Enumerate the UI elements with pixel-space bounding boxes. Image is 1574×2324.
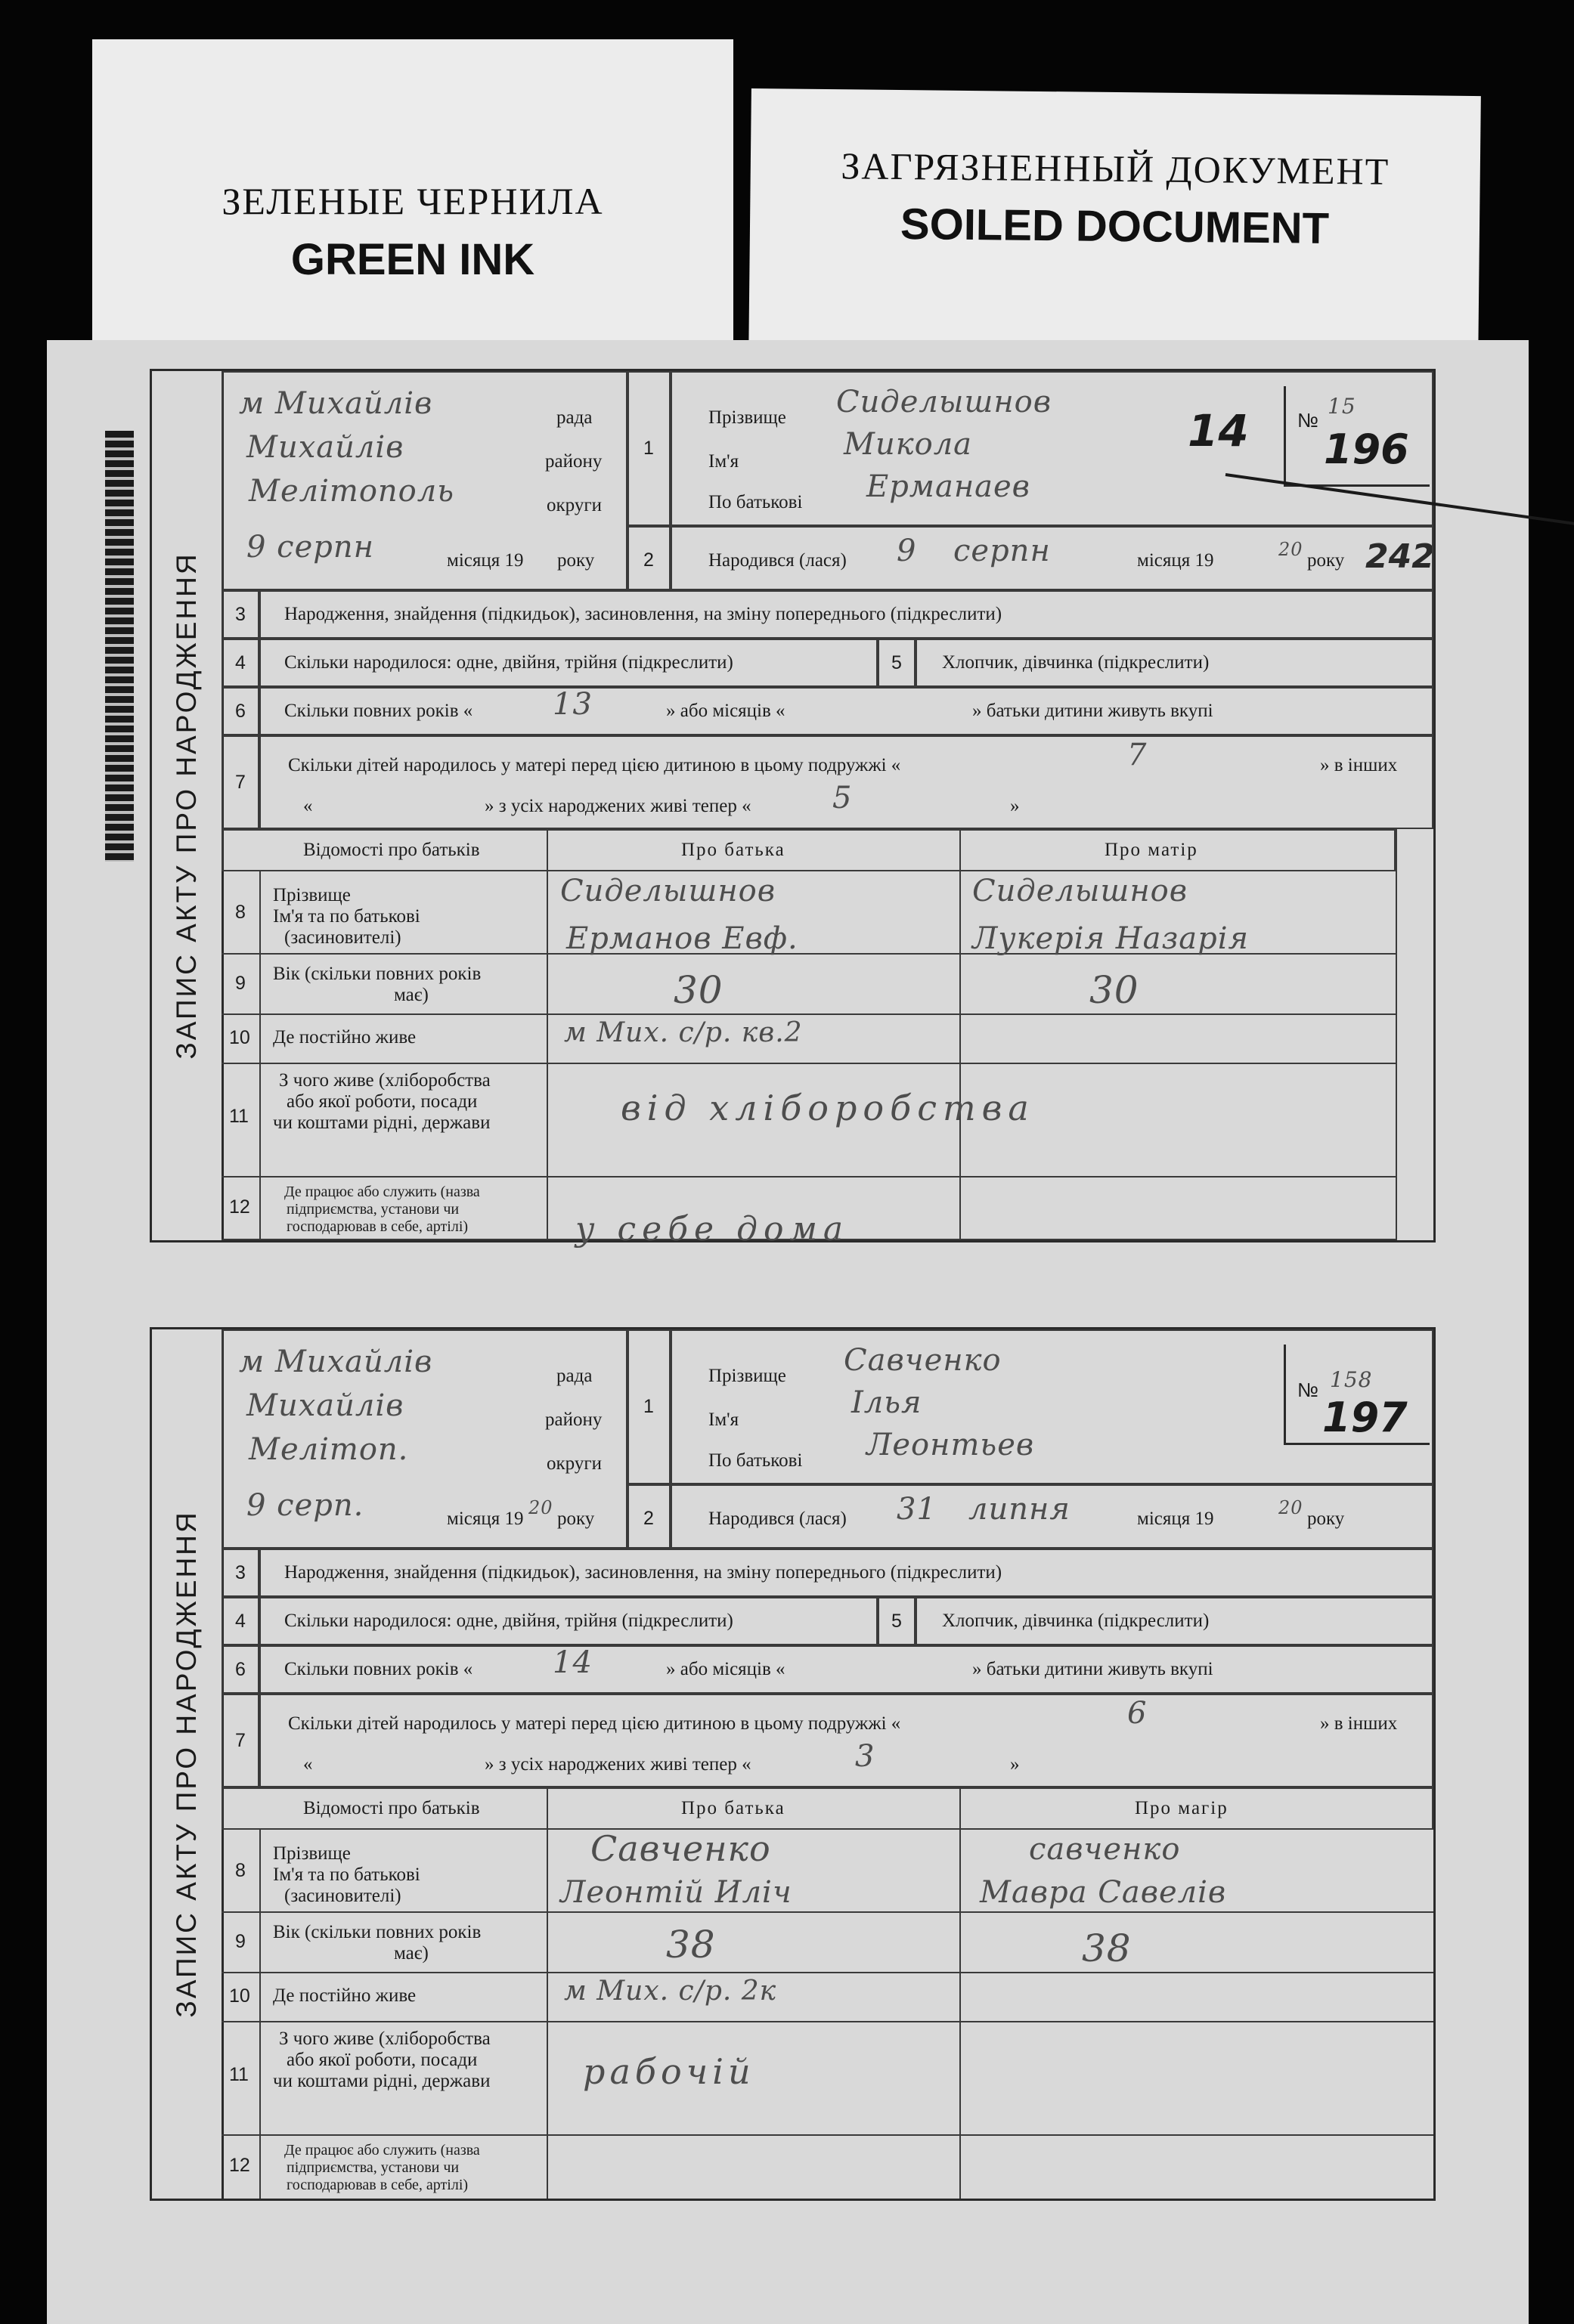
- born-label: Народився (лася): [708, 550, 847, 571]
- children-label-b: » в інших: [1320, 755, 1398, 775]
- livelihood-label-a: З чого живе (хліборобства: [279, 1070, 491, 1091]
- row-number: 5: [891, 1611, 902, 1632]
- registration-month-label: місяця 19: [447, 550, 524, 571]
- children-label-c: «: [303, 1754, 313, 1775]
- row-number: 4: [235, 1611, 246, 1632]
- children-before-value: 6: [1127, 1696, 1148, 1731]
- table-row-line: [222, 1972, 1433, 1973]
- years-together-value: 14: [553, 1645, 593, 1680]
- livelihood-label-a: З чого живе (хліборобства: [279, 2028, 491, 2049]
- years-together-label-c: » батьки дитини живуть вкупі: [972, 1659, 1213, 1679]
- residence-value: м Мих. с/р. кв.2: [564, 1017, 803, 1048]
- father-age-value: 38: [666, 1923, 716, 1967]
- row-number: 6: [235, 1659, 246, 1680]
- age-label-b: має): [394, 1943, 429, 1963]
- notice-ru-text: ЗЕЛЕНЫЕ ЧЕРНИЛА: [222, 180, 604, 222]
- children-count-row: [259, 1694, 1433, 1787]
- surname-name-label-a: Прізвище: [273, 885, 351, 905]
- livelihood-label-c: чи коштами рідні, держави: [273, 2071, 491, 2091]
- row-number: 9: [235, 973, 246, 994]
- margin-number: 242: [1365, 537, 1435, 576]
- surname-name-label-a: Прізвище: [273, 1843, 351, 1864]
- record-side-panel: [152, 1329, 224, 2199]
- workplace-label-c: господарював в себе, артілі): [287, 2177, 469, 2193]
- livelihood-label-b: або якої роботи, посади: [287, 1091, 478, 1112]
- age-label-b: має): [394, 985, 429, 1005]
- patronymic-value: Ерманаев: [866, 469, 1030, 504]
- children-label-d: » з усіх народжених живі тепер «: [485, 1754, 751, 1775]
- okruha-value: Мелітополь: [249, 474, 454, 509]
- children-alive-value: 3: [855, 1739, 875, 1774]
- soiled-document-notice: [748, 88, 1481, 368]
- row-number: 10: [229, 1027, 250, 1048]
- surname-name-label-b: Ім'я та по батькові: [273, 906, 420, 927]
- father-column-header: Про батька: [681, 840, 785, 860]
- row-number: 11: [229, 2064, 249, 2085]
- father-column-header: Про батька: [681, 1798, 785, 1818]
- raion-label: району: [545, 1410, 603, 1430]
- mother-age-value: 38: [1082, 1926, 1132, 1970]
- birth-month-value: серпн: [953, 534, 1051, 568]
- notice-en-text: GREEN INK: [290, 235, 535, 284]
- birth-day-value: 31: [897, 1492, 937, 1527]
- rada-value: м Михайлів: [239, 1345, 433, 1379]
- patronymic-label: По батькові: [708, 492, 803, 512]
- children-label-e: »: [1010, 1754, 1020, 1775]
- surname-value: Савченко: [844, 1343, 1002, 1378]
- mother-name-value: Мавра Савелів: [980, 1875, 1227, 1910]
- births-count-label: Скільки народилося: одне, двійня, трійня (підкреслити): [284, 652, 733, 673]
- record-side-title: ЗАПИС АКТУ ПРО НАРОДЖЕННЯ: [171, 552, 202, 1060]
- parents-info-header: Відомості про батьків: [303, 840, 480, 860]
- children-label-b: » в інших: [1320, 1713, 1398, 1734]
- years-together-label-c: » батьки дитини живуть вкупі: [972, 701, 1213, 721]
- residence-label: Де постійно живе: [273, 1027, 417, 1048]
- registration-year-label: року: [557, 550, 595, 571]
- mother-surname-value: савченко: [1029, 1832, 1181, 1867]
- birth-type-label: Народження, знайдення (підкидьок), засиновлення, на зміну попереднього (підкреслити): [284, 604, 1002, 624]
- rada-value: м Михайлів: [239, 386, 433, 421]
- row-number: 5: [891, 652, 902, 673]
- child-sex-label: Хлопчик, дівчинка (підкреслити): [942, 652, 1210, 673]
- birth-type-label: Народження, знайдення (підкидьок), засиновлення, на зміну попереднього (підкреслити): [284, 1562, 1002, 1583]
- okruha-label: округи: [547, 1453, 602, 1474]
- father-surname-value: Сиделышнов: [560, 874, 776, 908]
- registration-year-label: року: [557, 1509, 595, 1529]
- old-number-value: 15: [1328, 394, 1356, 419]
- row-number: 12: [229, 1196, 250, 1218]
- surname-value: Сиделышнов: [836, 385, 1052, 419]
- livelihood-value: від хліборобства: [621, 1088, 1035, 1128]
- patronymic-label: По батькові: [708, 1450, 803, 1471]
- table-row-line: [222, 1176, 1396, 1177]
- row-number: 2: [643, 549, 654, 571]
- livelihood-label-c: чи коштами рідні, держави: [273, 1112, 491, 1133]
- row-number: 9: [235, 1931, 246, 1952]
- row-number: 1: [643, 438, 654, 459]
- rada-label: рада: [556, 1366, 593, 1386]
- years-together-label-b: » або місяців «: [666, 701, 785, 721]
- table-row-line: [222, 2021, 1433, 2022]
- livelihood-label-b: або якої роботи, посади: [287, 2050, 478, 2070]
- mother-age-value: 30: [1089, 968, 1139, 1012]
- surname-name-label-c: (засиновителі): [284, 927, 401, 948]
- parents-column-divider: [259, 871, 261, 1240]
- years-together-label-a: Скільки повних років «: [284, 701, 473, 721]
- children-label-e: »: [1010, 796, 1020, 816]
- born-year-label: року: [1307, 550, 1345, 571]
- livelihood-value: рабочій: [583, 2051, 755, 2092]
- father-surname-value: Савченко: [590, 1828, 771, 1869]
- surname-name-label-c: (засиновителі): [284, 1886, 401, 1906]
- workplace-label-c: господарював в себе, артілі): [287, 1218, 469, 1235]
- father-name-value: Леонтій Иліч: [560, 1875, 792, 1910]
- parents-column-divider: [959, 1787, 961, 2199]
- registration-day-value: 9 серп.: [246, 1488, 364, 1523]
- years-together-label-a: Скільки повних років «: [284, 1659, 473, 1679]
- workplace-value: у себе дома: [575, 1210, 850, 1249]
- registration-month-label: місяця 19: [447, 1509, 524, 1529]
- birth-day-value: 9: [897, 534, 917, 568]
- surname-label: Прізвище: [708, 1366, 786, 1386]
- born-month-label: місяця 19: [1137, 550, 1214, 571]
- children-label-a: Скільки дітей народилось у матері перед цією дитиною в цьому подружжі «: [288, 1713, 901, 1734]
- table-row-line: [222, 2134, 1433, 2136]
- parents-column-divider: [547, 1787, 548, 2199]
- registration-number-value: 197: [1322, 1394, 1408, 1441]
- row-number: 7: [235, 1730, 246, 1751]
- born-month-label: місяця 19: [1137, 1509, 1214, 1529]
- table-right-border: [1396, 829, 1397, 1240]
- birth-record: [150, 369, 1436, 1249]
- children-label-d: » з усіх народжених живі тепер «: [485, 796, 751, 816]
- table-row-line: [222, 1911, 1433, 1913]
- record-side-title: ЗАПИС АКТУ ПРО НАРОДЖЕННЯ: [171, 1510, 202, 2018]
- table-row-line: [222, 1063, 1396, 1064]
- parents-column-divider: [959, 829, 961, 1240]
- surname-name-label-b: Ім'я та по батькові: [273, 1864, 420, 1885]
- row-number: 2: [643, 1508, 654, 1529]
- birth-month-value: липня: [968, 1492, 1071, 1527]
- record-side-panel: [152, 371, 224, 1240]
- notice-ru-text: ЗАГРЯЗНЕННЫЙ ДОКУМЕНТ: [841, 144, 1390, 193]
- parents-column-divider: [547, 829, 548, 1240]
- child-sex-label: Хлопчик, дівчинка (підкреслити): [942, 1611, 1210, 1631]
- birth-year-value: 20: [1278, 539, 1303, 560]
- workplace-label-b: підприємства, установи чи: [287, 1201, 460, 1218]
- born-label: Народився (лася): [708, 1509, 847, 1529]
- row-number: 6: [235, 701, 246, 722]
- registration-number-value: 196: [1324, 425, 1409, 473]
- birth-record: [150, 1327, 1436, 2201]
- mother-column-header: Про матір: [1105, 840, 1198, 860]
- father-name-value: Ерманов Евф.: [566, 921, 798, 956]
- workplace-label-a: Де працює або служить (назва: [284, 2142, 480, 2158]
- age-label-a: Вік (скільки повних років: [273, 1922, 482, 1942]
- row-number: 8: [235, 902, 246, 923]
- row-number: 3: [235, 604, 246, 625]
- children-label-a: Скільки дітей народилось у матері перед цією дитиною в цьому подружжі «: [288, 755, 901, 775]
- okruha-label: округи: [547, 495, 602, 515]
- row-number: 1: [643, 1396, 654, 1417]
- row-number: 8: [235, 1860, 246, 1881]
- mother-surname-value: Сиделышнов: [972, 874, 1188, 908]
- green-ink-notice: [92, 39, 733, 357]
- name-label: Ім'я: [708, 1410, 739, 1430]
- workplace-label-a: Де працює або служить (назва: [284, 1184, 480, 1200]
- binding-strip: [105, 431, 134, 862]
- margin-mark: 14: [1188, 405, 1249, 456]
- old-number-value: 158: [1330, 1367, 1373, 1392]
- name-value: Ілья: [851, 1385, 922, 1420]
- birth-year-value: 20: [1278, 1497, 1303, 1518]
- children-alive-value: 5: [832, 781, 853, 815]
- registration-day-value: 9 серпн: [246, 530, 374, 565]
- row-number: 12: [229, 2155, 250, 2176]
- name-label: Ім'я: [708, 451, 739, 472]
- okruha-value: Мелітоп.: [249, 1432, 409, 1467]
- rada-label: рада: [556, 407, 593, 428]
- years-together-value: 13: [553, 687, 593, 722]
- parents-info-header: Відомості про батьків: [303, 1798, 480, 1818]
- born-year-label: року: [1307, 1509, 1345, 1529]
- name-value: Микола: [844, 427, 973, 462]
- age-label-a: Вік (скільки повних років: [273, 964, 482, 984]
- residence-label: Де постійно живе: [273, 1985, 417, 2006]
- patronymic-value: Леонтьев: [866, 1428, 1035, 1462]
- number-sign: №: [1297, 409, 1318, 432]
- raion-label: району: [545, 451, 603, 472]
- table-row-line: [222, 1013, 1396, 1015]
- father-age-value: 30: [674, 968, 723, 1012]
- surname-label: Прізвище: [708, 407, 786, 428]
- notice-en-text: SOILED DOCUMENT: [900, 200, 1330, 253]
- row-number: 3: [235, 1562, 246, 1583]
- children-before-value: 7: [1127, 738, 1148, 772]
- raion-value: Михайлів: [246, 430, 404, 465]
- row-number: 10: [229, 1985, 250, 2007]
- parents-column-divider: [259, 1830, 261, 2199]
- registration-year-value: 20: [528, 1497, 553, 1518]
- residence-value: м Мих. с/р. 2к: [564, 1976, 777, 2007]
- row-number: 7: [235, 772, 246, 793]
- row-number: 11: [229, 1106, 249, 1127]
- raion-value: Михайлів: [246, 1388, 404, 1423]
- years-together-label-b: » або місяців «: [666, 1659, 785, 1679]
- workplace-label-b: підприємства, установи чи: [287, 2159, 460, 2176]
- children-label-c: «: [303, 796, 313, 816]
- row-number: 4: [235, 652, 246, 673]
- mother-column-header: Про магір: [1135, 1798, 1229, 1818]
- mother-name-value: Лукерія Назарія: [972, 921, 1250, 956]
- births-count-label: Скільки народилося: одне, двійня, трійня (підкреслити): [284, 1611, 733, 1631]
- number-sign: №: [1297, 1379, 1318, 1401]
